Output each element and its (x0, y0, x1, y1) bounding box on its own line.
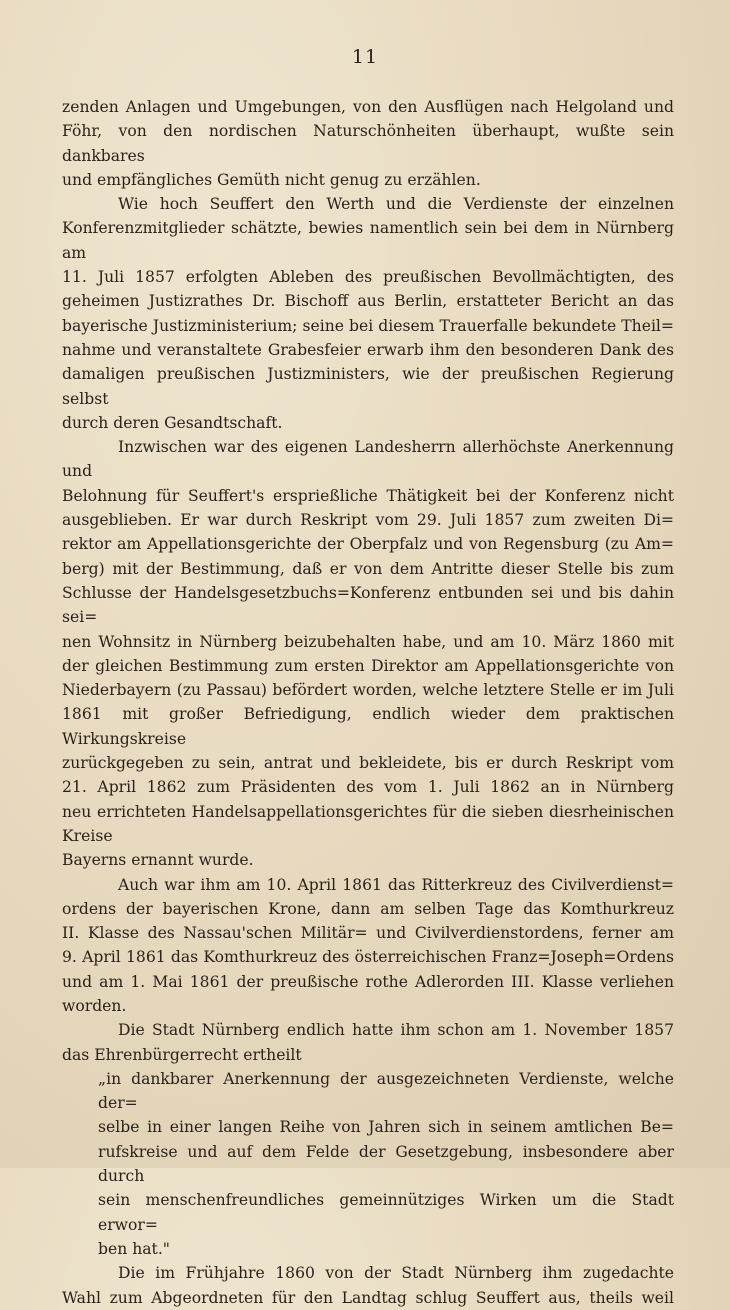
text-line: zurückgegeben zu sein, antrat und bekleidete, bis er durch Reskript vom (62, 754, 674, 773)
text-line: Bayerns ernannt wurde. (62, 851, 254, 870)
text-line: 1861 mit großer Befriedigung, endlich wieder dem praktischen Wirkungskreise (62, 705, 674, 748)
text-line: Die im Frühjahre 1860 von der Stadt Nürnberg ihm zugedachte (118, 1264, 674, 1283)
text-line: 11. Juli 1857 erfolgten Ableben des preußischen Bevollmächtigten, des (62, 268, 674, 287)
text-line: ausgeblieben. Er war durch Reskript vom 29. Juli 1857 zum zweiten Di= (62, 511, 674, 530)
text-line: das Ehrenbürgerrecht ertheilt (62, 1045, 302, 1064)
text-line: rufskreise und auf dem Felde der Gesetzgebung, insbesondere aber durch (98, 1142, 674, 1186)
text-line: und empfängliches Gemüth nicht genug zu erzählen. (62, 170, 481, 189)
paragraph (62, 435, 674, 872)
text-line: zenden Anlagen und Umgebungen, von den Ausflügen nach Helgoland und (62, 98, 674, 116)
text-line: Wahl zum Abgeordneten für den Landtag schlug Seuffert aus, theils weil (62, 1288, 674, 1307)
text-line: Wie hoch Seuffert den Werth und die Verdienste der einzelnen (118, 195, 674, 214)
text-line: 9. April 1861 das Komthurkreuz des österreichischen Franz=Joseph=Ordens (62, 948, 674, 967)
text-line: der gleichen Bestimmung zum ersten Direktor am Appellationsgerichte von (62, 656, 674, 675)
page-number: 11 (351, 46, 379, 68)
text-line: Auch war ihm am 10. April 1861 das Ritterkreuz des Civilverdienst= (118, 875, 674, 894)
text-line: neu errichteten Handelsappellationsgerichtes für die sieben diesrheinischen Kreise (62, 802, 674, 845)
text-line: selbe in einer langen Reihe von Jahren sich in seinem amtlichen Be= (98, 1118, 674, 1137)
quotation (98, 1067, 674, 1261)
paragraph (62, 1018, 674, 1067)
text-line: nen Wohnsitz in Nürnberg beizubehalten habe, und am 10. März 1860 mit (62, 632, 674, 651)
text-line: damaligen preußischen Justizministers, wie der preußischen Regierung selbst (62, 365, 674, 408)
text-line: nahme und veranstaltete Grabesfeier erwarb ihm den besonderen Dank des (62, 340, 674, 359)
text-line: berg) mit der Bestimmung, daß er von dem Antritte dieser Stelle bis zum (62, 559, 674, 578)
text-line: 21. April 1862 zum Präsidenten des vom 1. Juli 1862 an in Nürnberg (62, 778, 674, 797)
paragraph (62, 95, 674, 192)
text-line: geheimen Justizrathes Dr. Bischoff aus Berlin, erstatteter Bericht an das (62, 292, 674, 311)
paragraph (62, 192, 674, 435)
text-line: Niederbayern (zu Passau) befördert worden, welche letztere Stelle er im Juli (62, 681, 674, 700)
text-line: Belohnung für Seuffert's ersprießliche Thätigkeit bei der Konferenz nicht (62, 486, 674, 505)
text-line: II. Klasse des Nassau'schen Militär= und Civilverdienstordens, ferner am (62, 924, 674, 943)
text-line: Föhr, von den nordischen Naturschönheiten überhaupt, wußte sein dankbares (62, 122, 674, 165)
body-text (62, 95, 674, 1310)
text-line: worden. (62, 996, 127, 1015)
text-line: Inzwischen war des eigenen Landesherrn allerhöchste Anerkennung und (62, 438, 674, 481)
text-line: ordens der bayerischen Krone, dann am selben Tage das Komthurkreuz (62, 899, 674, 918)
text-line: bayerische Justizministerium; seine bei diesem Trauerfalle bekundete Theil= (62, 316, 674, 335)
text-line: „in dankbarer Anerkennung der ausgezeichneten Verdienste, welche der= (98, 1069, 674, 1113)
text-line: ben hat." (98, 1239, 170, 1258)
text-line: Schlusse der Handelsgesetzbuchs=Konferenz entbunden sei und bis dahin sei= (62, 583, 674, 627)
text-line: Die Stadt Nürnberg endlich hatte ihm schon am 1. November 1857 (118, 1021, 674, 1040)
text-line: und am 1. Mai 1861 der preußische rothe Adlerorden III. Klasse verliehen (62, 972, 674, 991)
text-line: rektor am Appellationsgerichte der Oberpfalz und von Regensburg (zu Am= (62, 535, 674, 554)
text-line: sein menschenfreundliches gemeinnütziges Wirken um die Stadt erwor= (98, 1191, 674, 1234)
text-line: Konferenzmitglieder schätzte, bewies namentlich sein bei dem in Nürnberg am (62, 219, 674, 262)
text-line: durch deren Gesandtschaft. (62, 413, 283, 432)
paragraph (62, 873, 674, 1019)
paragraph (62, 1261, 674, 1310)
